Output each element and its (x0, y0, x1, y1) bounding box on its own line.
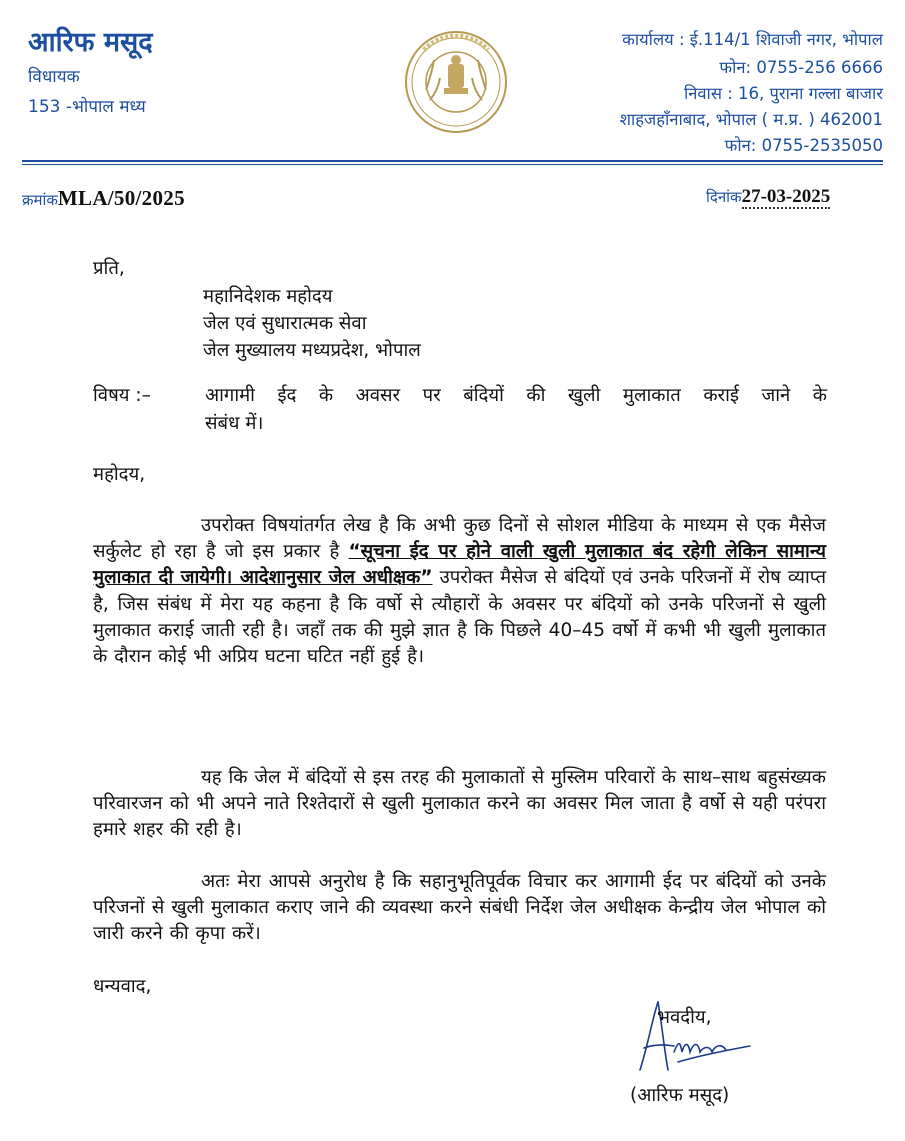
residence-address-line1: निवास : 16, पुराना गल्ला बाजार (683, 84, 883, 103)
header-divider (22, 160, 883, 162)
date-value: 27-03-2025 (741, 186, 831, 207)
letter-date (706, 186, 830, 208)
subject-line2: संबंध में। (205, 413, 264, 434)
constituency: 153 -भोपाल मध्य (28, 97, 146, 117)
prati: प्रति, (93, 258, 125, 279)
reference-number (22, 186, 185, 211)
closing: धन्यवाद, (93, 976, 152, 997)
designation: विधायक (28, 67, 80, 87)
paragraph-2: यह कि जेल में बंदियों से इस तरह की मुलाकातों से मुस्लिम परिवारों के साथ–साथ बहुसंख्यक परिवारजन को भी अपने नाते रिश्तेदारों से खुली मुलाकात करने का अवसर मिल जाता है वर्षो से यही परंपरा हमारे शहर की रही है। (93, 767, 826, 841)
reference-value: MLA/50/2025 (57, 186, 185, 210)
recipient-line3: जेल मुख्यालय मध्यप्रदेश, भोपाल (203, 340, 421, 361)
signatory-name: (आरिफ मसूद) (630, 1085, 730, 1106)
state-seal-emblem (404, 30, 508, 134)
date-label: दिनांक (706, 188, 742, 206)
mla-name: आरिफ मसूद (28, 27, 153, 58)
header-divider-thin (22, 164, 883, 165)
paragraph-1 (93, 513, 826, 670)
sign-off: भवदीय, (657, 1007, 712, 1028)
office-address: कार्यालय : ई.114/1 शिवाजी नगर, भोपाल (622, 30, 883, 49)
recipient-line1: महानिदेशक महोदय (203, 286, 333, 307)
reference-label: क्रमांक (22, 191, 58, 209)
residence-address-line2: शाहजहाँनाबाद, भोपाल ( म.प्र. ) 462001 (619, 110, 883, 129)
office-phone: फोन: 0755-256 6666 (719, 58, 883, 77)
paragraph-1-intro: उपरोक्त विषयांतर्गत लेख है कि अभी कुछ दिनों से सोशल मीडिया के माध्यम से एक मैसेज सर्कुलेट हो रहा है जो इस प्रकार है (93, 515, 826, 563)
subject-label: विषय :– (93, 385, 151, 406)
salutation: महोदय, (93, 464, 146, 485)
paragraph-3: अतः मेरा आपसे अनुरोध है कि सहानुभूतिपूर्वक विचार कर आगामी ईद पर बंदियों को उनके परिजनों से खुली मुलाकात कराए जाने की व्यवस्था करने संबंधी निर्देश जेल अधीक्षक केन्द्रीय जेल भोपाल को जारी करने की कृपा करें। (93, 871, 826, 945)
paragraph-1-rest: उपरोक्त मैसेज से बंदियों एवं उनके परिजनों में रोष व्याप्त है, जिस संबंध में मेरा यह कहना है कि वर्षो से त्यौहारों के अवसर पर बंदियों को उनके परिजनों से खुली मुलाकात कराई जाती रही है। जहाँ तक की मुझे ज्ञात है कि पिछले 40–45 वर्षो में कभी भी खुली मुलाकात के दौरान कोई भी अप्रिय घटना घटित नहीं हुई है। (93, 567, 826, 668)
quoted-message: “सूचना ईद पर होने वाली खुली मुलाकात बंद रहेगी लेकिन सामान्य मुलाकात दी जायेगी। आदेशानुसार जेल अधीक्षक” (93, 541, 827, 589)
subject-line1: आगामी ईद के अवसर पर बंदियों की खुली मुलाकात कराई जाने के (205, 385, 827, 406)
residence-phone: फोन: 0755-2535050 (724, 136, 883, 155)
recipient-line2: जेल एवं सुधारात्मक सेवा (203, 313, 367, 334)
